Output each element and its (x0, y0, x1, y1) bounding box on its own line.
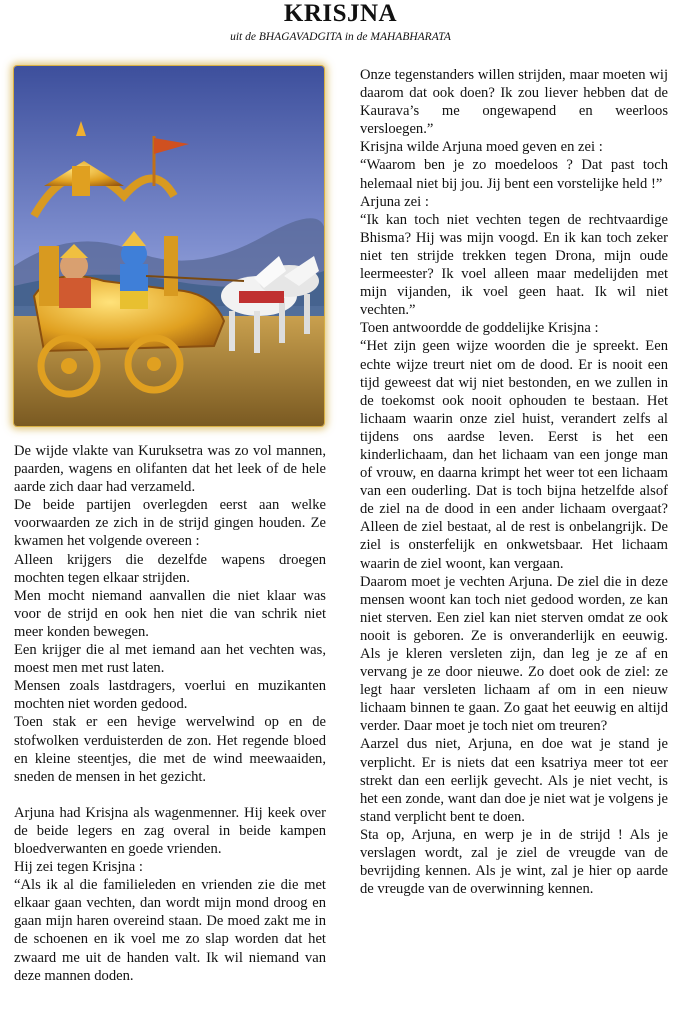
paragraph: Toen stak er een hevige wervelwind op en de stofwolken verduisterden de zon. Het regende bloed en kleine steentjes, die met de wind meewaaiden, sneden de mensen in het gezicht. (14, 714, 326, 785)
paragraph: “Waarom ben je zo moedeloos ? Dat past toch helemaal niet bij jou. Jij bent een vorstelijke held !” (360, 157, 668, 192)
paragraph: Arjuna had Krisjna als wagenmenner. Hij keek over de beide legers en zag overal in beide kampen bloedverwanten en goede vrienden. (14, 804, 326, 857)
paragraph: Onze tegenstanders willen strijden, maar moeten wij daarom dat ook doen? Ik zou liever hebben dat de Kaurava’s me ongewapend en weerloos versloegen.” (360, 67, 668, 138)
paragraph: Aarzel dus niet, Arjuna, en doe wat je stand je verplicht. Er is niets dat een ksatriya meer tot eer strekt dan een eerlijk gevecht. Als je niet vecht, is het een zonde, want dan doe je niet wat je volgens je stand verplicht bent te doen. (360, 736, 668, 825)
page-title: KRISJNA (283, 0, 398, 27)
paragraph: “Als ik al die familieleden en vrienden zie die met elkaar gaan vechten, dan wordt mijn mond droog en gaan mijn haren overeind staan. De moed zakt me in de schoenen en ik voel me zo slap worden dat het zwaard me uit de handen valt. Ik wil niemand van deze mannen doden. (14, 877, 326, 984)
paragraph: Alleen krijgers die dezelfde wapens droegen mochten tegen elkaar strijden. (14, 551, 326, 586)
chariot-illustration (14, 66, 324, 426)
paragraph: De beide partijen overlegden eerst aan welke voorwaarden ze zich in de strijd gingen houden. Ze kwamen het volgende overeen : (14, 497, 326, 550)
paragraph: Arjuna zei : (360, 193, 429, 210)
paragraph: Toen antwoordde de goddelijke Krisjna : (360, 320, 599, 337)
left-text-column (14, 442, 326, 985)
paragraph: Mensen zoals lastdragers, voerlui en muzikanten mochten niet worden gedood. (14, 678, 326, 713)
paragraph: “Het zijn geen wijze woorden die je spreekt. Een echte wijze treurt niet om de dood. Er is nooit een tijd geweest dat wij niet bestonden, en we zullen in de toekomst ook nooit ophouden te bestaan. Het lichaam waarin onze ziel huist, verandert zelfs al tijdens ons aardse leven. Eerst is het een kinderlichaam, dan het lichaam van een jonge man of vrouw, en daarna krimpt het weer tot een lichaam van een ouderling. Dat is toch bijna hetzelfde alsof de ziel na de dood in een ander lichaam overgaat? Alleen de ziel bestaat, al de rest is onbelangrijk. De ziel is onsterfelijk en onkwetsbaar. Het lichaam waarin de ziel woont, kan vergaan. (360, 338, 668, 572)
krishna-arjuna-chariot-image (14, 66, 324, 426)
paragraph: Daarom moet je vechten Arjuna. De ziel die in deze mensen woont kan toch niet gedood worden, ze kan niet sterven. Een ziel kan niet sterven omdat ze ook nooit is geboren. Ze is onveranderlijk en eeuwig. Als je kleren versleten zijn, dan leg je ze af en vervang je ze door nieuwe. Zo doet ook de ziel: ze legt haar versleten lichaam af om in een nieuw lichaam binnen te gaan. Zo gaat het eeuwig en altijd verder. Daar moet je toch niet om treuren? (360, 573, 668, 735)
paragraph: De wijde vlakte van Kuruksetra was zo vol mannen, paarden, wagens en olifanten dat het leek of de hele aarde zich daar had verzameld. (14, 443, 326, 496)
paragraph: Krisjna wilde Arjuna moed geven en zei : (360, 139, 603, 156)
paragraph: Men mocht niemand aanvallen die niet klaar was voor de strijd en ook hen niet die van schrik niet meer konden bewegen. (14, 587, 326, 640)
page-subtitle: uit de BHAGAVADGITA in de MAHABHARATA (230, 31, 451, 43)
paragraph: “Ik kan toch niet vechten tegen de rechtvaardige Bhisma? Hij was mijn voogd. En ik kan toch zeker niet ten strijde trekken tegen Drona, mijn oude leermeester? Ik voel alleen maar medelijden met mijn vijanden, ik voel geen haat. Ik wil niet vechten.” (360, 211, 668, 319)
right-text-column (360, 66, 668, 898)
paragraph: Sta op, Arjuna, en werp je in de strijd ! Als je verslagen wordt, zal je ziel de vreugde van de bevrijding kennen. Als je wint, zal je hier op aarde de vreugde van de overwinning kennen. (360, 826, 668, 898)
paragraph: Een krijger die al met iemand aan het vechten was, moest men met rust laten. (14, 642, 326, 677)
paragraph: Hij zei tegen Krisjna : (14, 859, 143, 876)
